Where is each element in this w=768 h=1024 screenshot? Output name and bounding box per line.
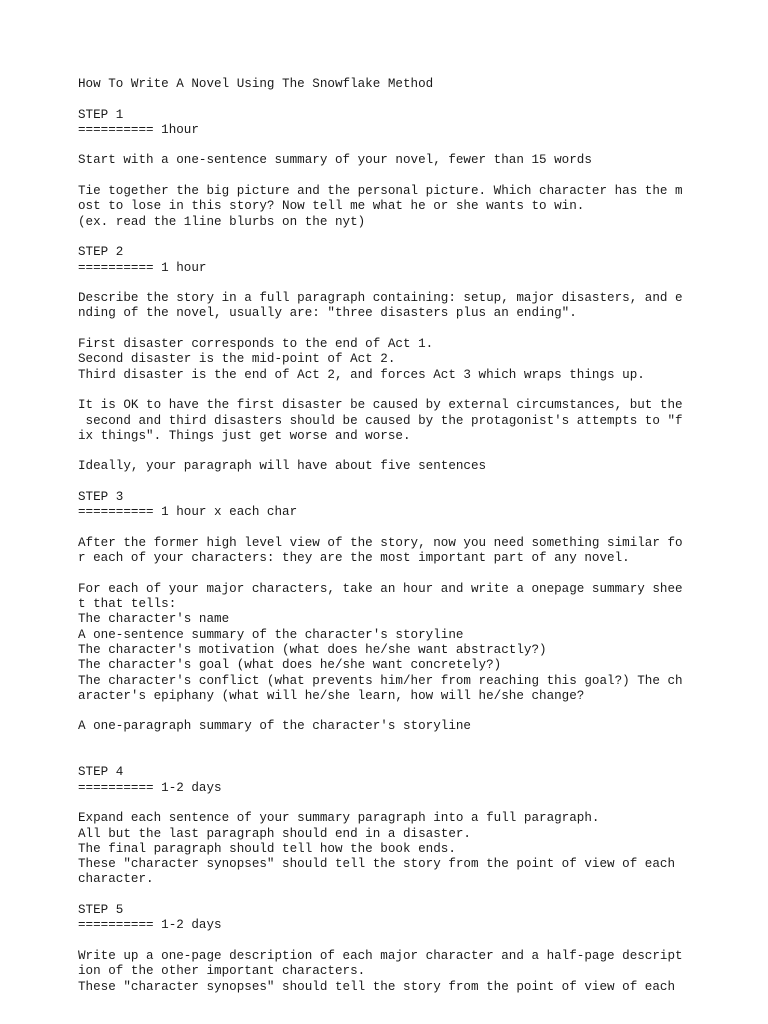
- text-line: The character's conflict (what prevents him/her from reaching this goal?) The ch: [78, 673, 683, 688]
- text-line: A one-sentence summary of the character's storyline: [78, 627, 464, 642]
- text-line: ost to lose in this story? Now tell me what he or she wants to win.: [78, 199, 585, 214]
- spacer: [78, 796, 718, 811]
- text-line: First disaster corresponds to the end of Act 1.: [78, 337, 434, 352]
- text-line: Write up a one-page description of each major character and a half-page descript: [78, 948, 683, 963]
- text-line: The final paragraph should tell how the book ends.: [78, 841, 456, 856]
- text-line: A one-paragraph summary of the character's storyline: [78, 719, 471, 734]
- spacer: [78, 444, 718, 459]
- text-line: second and third disasters should be caused by the protagonist's attempts to "f: [78, 413, 683, 428]
- spacer: [78, 138, 718, 153]
- document-title: How To Write A Novel Using The Snowflake Method: [78, 77, 434, 91]
- text-line: All but the last paragraph should end in a disaster.: [78, 826, 471, 841]
- text-line: Start with a one-sentence summary of your novel, fewer than 15 words: [78, 153, 592, 168]
- text-line: The character's motivation (what does he/she want abstractly?): [78, 642, 547, 657]
- step-duration-rule: ========== 1 hour: [78, 260, 207, 275]
- step-heading: STEP 4: [78, 765, 124, 780]
- step-section-5: [78, 903, 718, 995]
- step-duration-rule: ========== 1 hour x each char: [78, 505, 298, 520]
- spacer: [78, 92, 718, 107]
- spacer: [78, 276, 718, 291]
- spacer: [78, 230, 718, 245]
- text-line: Third disaster is the end of Act 2, and forces Act 3 which wraps things up.: [78, 367, 645, 382]
- text-line: Tie together the big picture and the personal picture. Which character has the m: [78, 184, 683, 199]
- text-line: t that tells:: [78, 597, 177, 612]
- text-line: Describe the story in a full paragraph containing: setup, major disasters, and e: [78, 291, 683, 306]
- step-section-3: [78, 490, 718, 735]
- step-section-4: [78, 765, 718, 887]
- text-line: These "character synopses" should tell the story from the point of view of each: [78, 979, 676, 994]
- text-line: ix things". Things just get worse and worse.: [78, 428, 411, 443]
- spacer: [78, 169, 718, 184]
- step-heading: STEP 3: [78, 490, 124, 505]
- text-line: character.: [78, 872, 154, 887]
- spacer: [78, 934, 718, 949]
- step-section-1: [78, 108, 718, 230]
- spacer: [78, 735, 718, 750]
- spacer: [78, 475, 718, 490]
- text-line: Second disaster is the mid-point of Act 2.: [78, 352, 396, 367]
- text-line: (ex. read the 1line blurbs on the nyt): [78, 214, 366, 229]
- spacer: [78, 750, 718, 765]
- text-line: After the former high level view of the story, now you need something similar fo: [78, 535, 683, 550]
- spacer: [78, 567, 718, 582]
- text-line: The character's name: [78, 612, 230, 627]
- spacer: [78, 521, 718, 536]
- text-line: ion of the other important characters.: [78, 964, 366, 979]
- text-line: It is OK to have the first disaster be caused by external circumstances, but the: [78, 398, 683, 413]
- text-line: aracter's epiphany (what will he/she learn, how will he/she change?: [78, 688, 585, 703]
- spacer: [78, 383, 718, 398]
- spacer: [78, 888, 718, 903]
- step-heading: STEP 1: [78, 107, 124, 122]
- step-duration-rule: ========== 1hour: [78, 122, 199, 137]
- text-line: The character's goal (what does he/she want concretely?): [78, 658, 502, 673]
- step-duration-rule: ========== 1-2 days: [78, 918, 222, 933]
- text-line: r each of your characters: they are the most important part of any novel.: [78, 551, 630, 566]
- text-line: Ideally, your paragraph will have about five sentences: [78, 459, 487, 474]
- document-page: [78, 77, 718, 995]
- text-line: For each of your major characters, take an hour and write a onepage summary shee: [78, 581, 683, 596]
- step-section-2: [78, 245, 718, 474]
- text-line: nding of the novel, usually are: "three disasters plus an ending".: [78, 306, 577, 321]
- step-heading: STEP 5: [78, 903, 124, 918]
- text-line: These "character synopses" should tell the story from the point of view of each: [78, 857, 676, 872]
- step-duration-rule: ========== 1-2 days: [78, 780, 222, 795]
- spacer: [78, 322, 718, 337]
- text-line: Expand each sentence of your summary paragraph into a full paragraph.: [78, 811, 600, 826]
- step-heading: STEP 2: [78, 245, 124, 260]
- spacer: [78, 704, 718, 719]
